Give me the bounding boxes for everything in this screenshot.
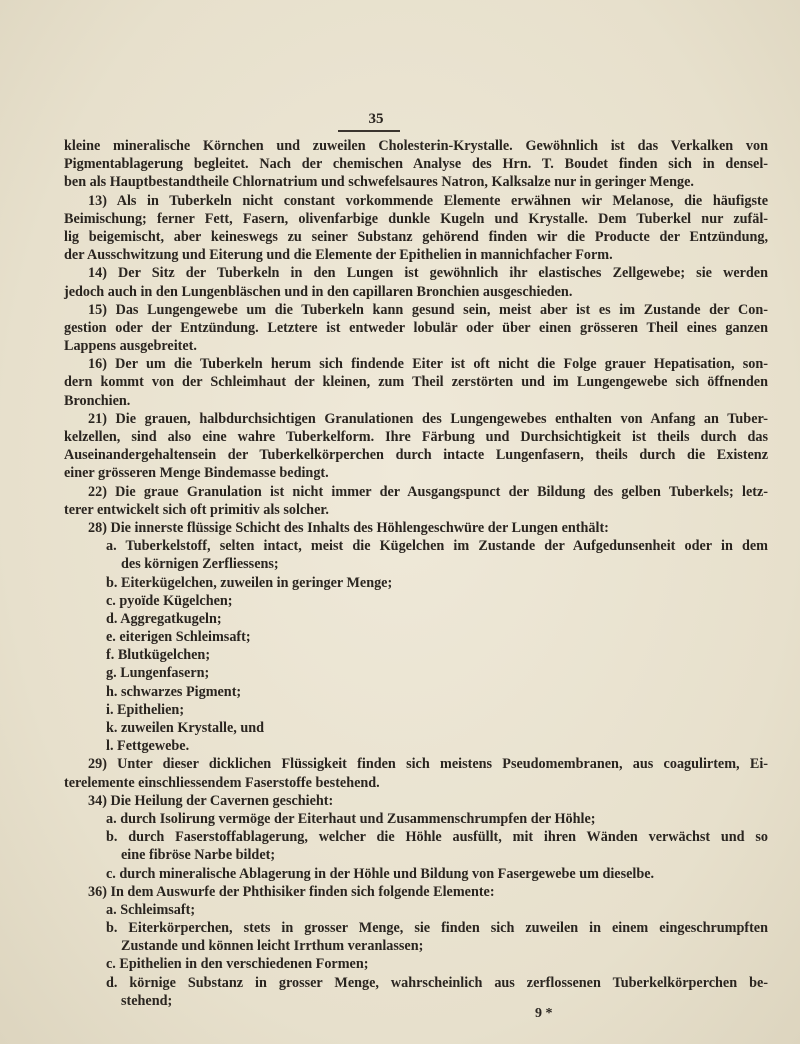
text-line: Lappens ausgebreitet. (64, 338, 197, 355)
page-number-rule (338, 130, 400, 132)
list-item-continuation: Zustande und können leicht Irrthum veranlassen; (121, 938, 424, 955)
text-line: der Ausschwitzung und Eiterung und die Elemente der Epithelien in mannichfacher Form. (64, 247, 613, 264)
list-item-continuation: des körnigen Zerfliessens; (121, 556, 279, 573)
text-line: ben als Hauptbestandtheile Chlornatrium und schwefelsaures Natron, Kalksalze nur in geringer Menge. (64, 174, 694, 191)
text-line: Bronchien. (64, 392, 131, 409)
paragraph-36: 36) In dem Auswurfe der Phthisiker finden sich folgende Elemente: (88, 883, 495, 900)
list-item-continuation: stehend; (121, 992, 173, 1009)
text-line: lig beigemischt, aber keineswegs zu seiner Substanz gehörend finden wir die Producte der Entzündung, (64, 228, 768, 245)
text-line: jedoch auch in den Lungenbläschen und in den capillaren Bronchien ausgeschieden. (64, 283, 573, 300)
list-item-continuation: eine fibröse Narbe bildet; (121, 847, 276, 864)
paragraph-15: 15) Das Lungengewebe um die Tuberkeln kann gesund sein, meist aber ist es im Zustande der Con- (88, 301, 768, 318)
list-item: i. Epithelien; (106, 701, 185, 718)
body-text (64, 137, 768, 1010)
signature-mark: 9 * (535, 1006, 553, 1021)
text-line: gestion oder der Entzündung. Letztere ist entweder lobulär oder über einen grösseren Theil eines ganzen (64, 319, 768, 336)
text-line: Auseinandergehaltensein der Tuberkelkörperchen durch intacte Lungenfasern, theils durch die Existenz (64, 447, 768, 464)
list-item: a. durch Isolirung vermöge der Eiterhaut und Zusammenschrumpfen der Höhle; (106, 810, 596, 827)
list-item: e. eiterigen Schleimsaft; (106, 629, 251, 646)
text-line: einer grösseren Menge Bindemasse bedingt. (64, 465, 329, 482)
paragraph-34: 34) Die Heilung der Cavernen geschieht: (88, 792, 334, 809)
list-item: l. Fettgewebe. (106, 738, 190, 755)
paragraph-21: 21) Die grauen, halbdurchsichtigen Granulationen des Lungengewebes enthalten von Anfang an Tuber- (88, 410, 768, 427)
list-item: d. Aggregatkugeln; (106, 610, 222, 627)
list-item: g. Lungenfasern; (106, 665, 210, 682)
paragraph-22: 22) Die graue Granulation ist nicht immer der Ausgangspunct der Bildung des gelben Tuberkels; letz- (88, 483, 768, 500)
list-item: a. Schleimsaft; (106, 901, 196, 918)
paragraph-28: 28) Die innerste flüssige Schicht des Inhalts des Höhlengeschwüre der Lungen enthält: (88, 519, 609, 536)
list-item: b. Eiterkörperchen, stets in grosser Menge, sie finden sich zuweilen in einem eingeschrumpften (106, 920, 768, 937)
paragraph-29: 29) Unter dieser dicklichen Flüssigkeit finden sich meistens Pseudomembranen, aus coagulirtem, Ei- (88, 756, 768, 773)
list-item: d. körnige Substanz in grosser Menge, wahrscheinlich aus zerflossenen Tuberkelkörperchen be- (106, 974, 768, 991)
list-item: c. durch mineralische Ablagerung in der Höhle und Bildung von Fasergewebe um dieselbe. (106, 865, 655, 882)
list-item: k. zuweilen Krystalle, und (106, 720, 265, 736)
text-line: dern kommt von der Schleimhaut der kleinen, zum Theil zerstörten und im Lungengewebe sich öffnenden (64, 374, 768, 391)
paragraph-14: 14) Der Sitz der Tuberkeln in den Lungen ist gewöhnlich ihr elastisches Zellgewebe; sie werden (88, 265, 768, 282)
list-item: h. schwarzes Pigment; (106, 683, 242, 700)
text-line: Pigmentablagerung begleitet. Nach der chemischen Analyse des Hrn. T. Boudet finden sich in densel- (64, 156, 768, 173)
list-item: a. Tuberkelstoff, selten intact, meist die Kügelchen im Zustande der Aufgedunsenheit oder in dem (106, 538, 768, 555)
paragraph-16: 16) Der um die Tuberkeln herum sich findende Eiter ist oft nicht die Folge grauer Hepatisation, son- (88, 356, 768, 373)
page-number: 35 (368, 111, 384, 127)
paragraph-13: 13) Als in Tuberkeln nicht constant vorkommende Elemente erwähnen wir Melanose, die häufigste (88, 192, 768, 209)
text-line: Beimischung; ferner Fett, Fasern, olivenfarbige dunkle Kugeln und Krystalle. Dem Tuberkel nur zufäl- (64, 210, 768, 227)
text-line: kleine mineralische Körnchen und zuweilen Cholesterin-Krystalle. Gewöhnlich ist das Verkalken von (64, 138, 768, 154)
list-item: c. Epithelien in den verschiedenen Formen; (106, 956, 369, 973)
text-line: terelemente einschliessendem Faserstoffe bestehend. (64, 774, 380, 791)
list-item: b. durch Faserstoffablagerung, welcher die Höhle ausfüllt, mit ihren Wänden verwächst und so (106, 829, 768, 846)
list-item: c. pyoïde Kügelchen; (106, 592, 233, 609)
list-item: b. Eiterkügelchen, zuweilen in geringer Menge; (106, 574, 393, 591)
text-line: kelzellen, sind also eine wahre Tuberkelform. Ihre Färbung und Durchsichtigkeit ist theils durch das (64, 429, 768, 445)
list-item: f. Blutkügelchen; (106, 647, 211, 664)
text-line: terer entwickelt sich oft primitiv als solcher. (64, 501, 329, 518)
